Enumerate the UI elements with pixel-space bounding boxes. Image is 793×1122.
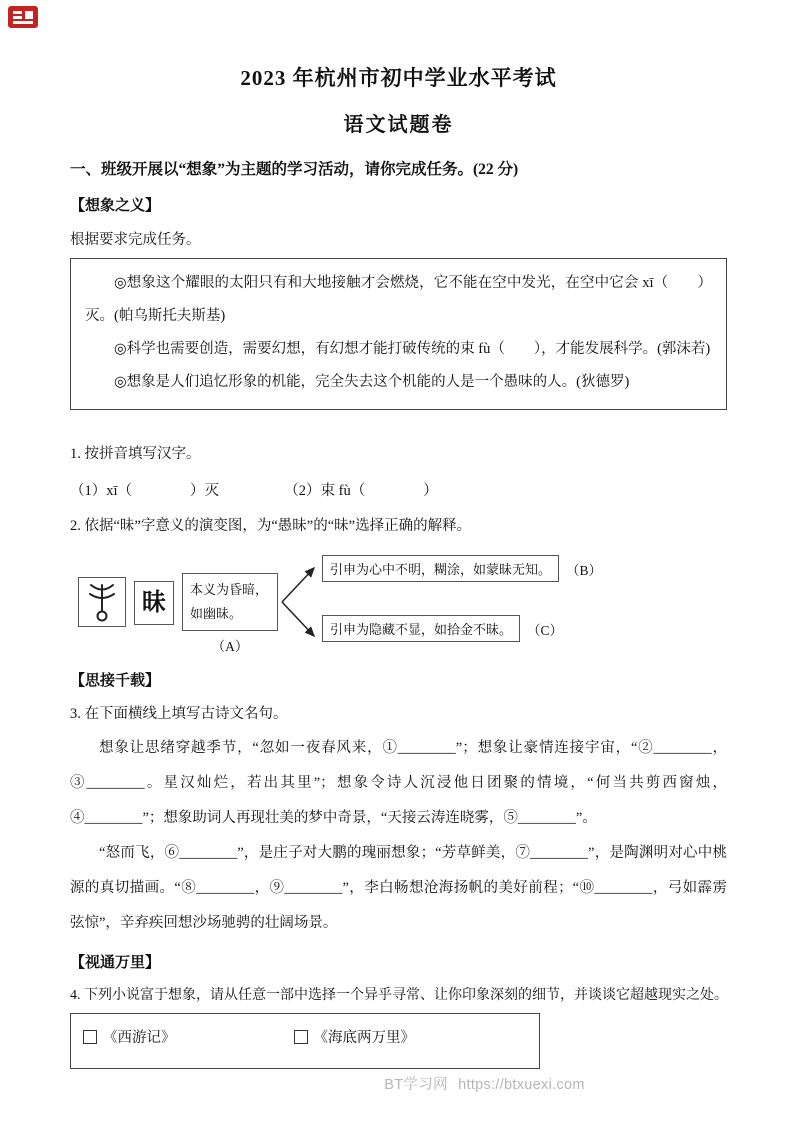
footer-site-name: BT学习网 [384,1077,448,1093]
origin-meaning-box: 本义为昏暗，如幽昧。 [182,573,278,631]
footer-watermark [88,1073,793,1094]
branch-arrows [280,553,322,655]
question-1: 1. 按拼音填写汉字。 [70,446,201,462]
quote-paustovsky: ◎想象这个耀眼的太阳只有和大地接触才会燃烧，它不能在空中发光，在空中它会 xī（ ）灭。(帕乌斯托夫斯基) [85,275,712,324]
task-intro: 根据要求完成任务。 [70,232,201,248]
question-3-passage-1: 想象让思绪穿越季节，“忽如一夜春风来，①________”；想象让豪情连接宇宙，“②________，③________。星汉灿烂，若出其里”；想象令诗人沉浸他日团聚的情境，“何当共剪西窗烛，④________”；想象助词人再现壮美的梦中奇景，“天接云涛连晓雾，⑤________”。 [70,740,727,826]
question-4: 4. 下列小说富于想象，请从任意一部中选择一个异乎寻常、让你印象深刻的细节，并谈谈它超越现实之处。 [70,988,728,1003]
quotes-box [70,258,727,410]
option-haidi-liangwanli-label: 《海底两万里》 [313,1030,415,1046]
option-c-label: （C） [527,622,564,638]
branch-b-box: 引申为心中不明，糊涂，如蒙昧无知。 [322,555,559,582]
oracle-glyph-icon [78,577,126,627]
checkbox-haidi-liangwanli[interactable] [294,1030,308,1044]
mei-evolution-diagram [70,553,727,654]
checkbox-xiyouji[interactable] [83,1030,97,1044]
label-sijie-qianzai: 【思接千载】 [70,673,161,689]
question-2: 2. 依据“昧”字意义的演变图，为“愚昧”的“昧”选择正确的解释。 [70,518,472,534]
option-xiyouji[interactable] [83,1026,176,1047]
branch-c-box: 引申为隐藏不显，如拾金不昧。 [322,615,520,642]
red-stamp-icon [8,6,38,28]
question-3: 3. 在下面横线上填写古诗文名句。 [70,706,288,722]
section-1-heading: 一、班级开展以“想象”为主题的学习活动，请你完成任务。(22 分) [70,161,519,178]
question-1-blanks: （1）xī（ ）灭 （2）束 fù（ ） [70,483,438,499]
novel-options-box [70,1013,540,1069]
page-title: 2023 年杭州市初中学业水平考试 [240,66,557,90]
quote-guomoruo: ◎科学也需要创造，需要幻想，有幻想才能打破传统的束 fù（ ），才能发展科学。(郭沫若) [114,341,711,357]
page-subtitle: 语文试题卷 [343,114,454,136]
question-3-passage-2: “怒而飞，⑥________”，是庄子对大鹏的瑰丽想象；“芳草鲜美，⑦________”，是陶渊明对心中桃源的真切描画。“⑧________，⑨________”，李白畅想沧海扬帆的美好前程；“⑩________，弓如霹雳弦惊”，辛弃疾回想沙场驰骋的壮阔场景。 [70,845,727,931]
footer-site-url[interactable]: https://btxuexi.com [458,1077,585,1093]
label-imagination-meaning: 【想象之义】 [70,198,161,214]
quote-diderot: ◎想象是人们追忆形象的机能，完全失去这个机能的人是一个愚味的人。(狄德罗) [114,374,630,390]
label-shitong-wanli: 【视通万里】 [70,955,161,971]
option-xiyouji-label: 《西游记》 [103,1030,176,1046]
mei-character-box: 昧 [134,581,174,625]
option-a-label: （A） [211,639,249,654]
option-b-label: （B） [566,562,603,578]
option-haidi-liangwanli[interactable] [294,1026,416,1047]
